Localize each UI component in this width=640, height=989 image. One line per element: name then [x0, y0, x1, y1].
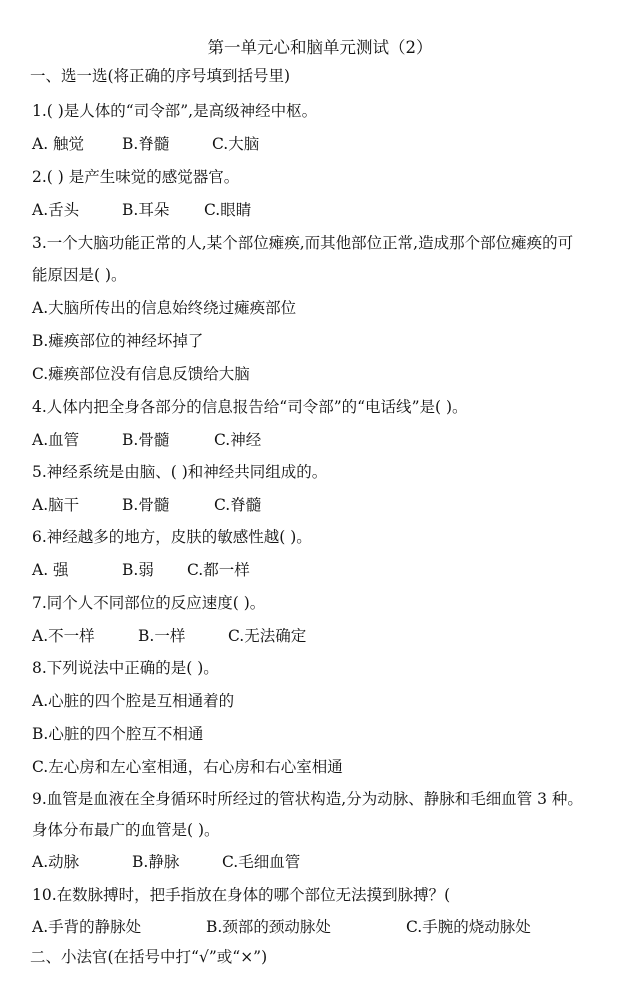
question-7-stem: 7.同个人不同部位的反应速度( )。 [32, 594, 266, 612]
question-9-options [32, 852, 300, 872]
question-2-stem: 2.( ) 是产生味觉的感觉器官。 [32, 168, 240, 186]
option-a: A.不一样 [32, 627, 95, 645]
option-b: B.弱 [122, 561, 154, 579]
option-a: A.脑干 [32, 496, 80, 514]
page-title: 第一单元心和脑单元测试（2） [207, 38, 433, 57]
option-c: C.毛细血管 [222, 853, 301, 871]
question-10-stem: 10.在数脉搏时，把手指放在身体的哪个部位无法摸到脉搏？( [32, 886, 451, 904]
question-3-option-b: B.瘫痪部位的神经坏掉了 [32, 332, 204, 350]
option-c: C.眼睛 [204, 201, 252, 219]
option-b: B.静脉 [132, 853, 180, 871]
question-7-options [32, 626, 306, 646]
question-3-option-a: A.大脑所传出的信息始终绕过瘫痪部位 [32, 299, 297, 317]
question-5-stem: 5.神经系统是由脑、( )和神经共同组成的。 [32, 463, 328, 481]
option-c: C.手腕的烧动脉处 [406, 918, 531, 936]
question-1-stem: 1.( )是人体的“司令部”,是高级神经中枢。 [32, 102, 318, 120]
option-b: B.骨髓 [122, 431, 170, 449]
option-c: C.都一样 [187, 561, 250, 579]
option-b: B.骨髓 [122, 496, 170, 514]
section-heading-1: 一、选一选(将正确的序号填到括号里) [30, 67, 291, 85]
option-b: B.脊髓 [122, 135, 170, 153]
section-heading-2: 二、小法官(在括号中打“√”或“×”) [30, 948, 268, 966]
option-a: A.手背的静脉处 [32, 918, 142, 936]
question-8-option-b: B.心脏的四个腔互不相通 [32, 725, 204, 743]
option-b: B.耳朵 [122, 201, 170, 219]
option-a: A.舌头 [32, 201, 80, 219]
option-c: C.脊髓 [214, 496, 262, 514]
question-4-stem: 4.人体内把全身各部分的信息报告给“司令部”的“电话线”是( )。 [32, 398, 468, 416]
question-8-option-a: A.心脏的四个腔是互相通着的 [32, 692, 235, 710]
question-8-stem: 8.下列说法中正确的是( )。 [32, 659, 219, 677]
option-a: A. 强 [32, 561, 69, 579]
question-6-options [32, 560, 250, 580]
question-4-options [32, 430, 261, 450]
question-10-options [32, 917, 531, 937]
option-a: A. 触觉 [32, 135, 85, 153]
option-c: C.神经 [214, 431, 262, 449]
option-a: A.动脉 [32, 853, 80, 871]
question-5-options [32, 495, 261, 515]
question-3-option-c: C.瘫痪部位没有信息反馈给大脑 [32, 365, 250, 383]
question-9-stem-continued: 身体分布最广的血管是( )。 [32, 821, 220, 839]
question-8-option-c: C.左心房和左心室相通，右心房和右心室相通 [32, 758, 343, 776]
question-1-options [32, 134, 259, 154]
question-3-stem: 3.一个大脑功能正常的人,某个部位瘫痪,而其他部位正常,造成那个部位瘫痪的可 [32, 234, 574, 252]
option-a: A.血管 [32, 431, 80, 449]
question-2-options [32, 200, 251, 220]
option-b: B.颈部的颈动脉处 [206, 918, 331, 936]
question-6-stem: 6.神经越多的地方，皮肤的敏感性越( )。 [32, 528, 312, 546]
option-b: B.一样 [138, 627, 186, 645]
question-9-stem: 9.血管是血液在全身循环时所经过的管状构造,分为动脉、静脉和毛细血管 3 种。 [32, 790, 583, 808]
option-c: C.无法确定 [228, 627, 307, 645]
option-c: C.大脑 [212, 135, 260, 153]
question-3-stem-continued: 能原因是( )。 [32, 266, 127, 284]
